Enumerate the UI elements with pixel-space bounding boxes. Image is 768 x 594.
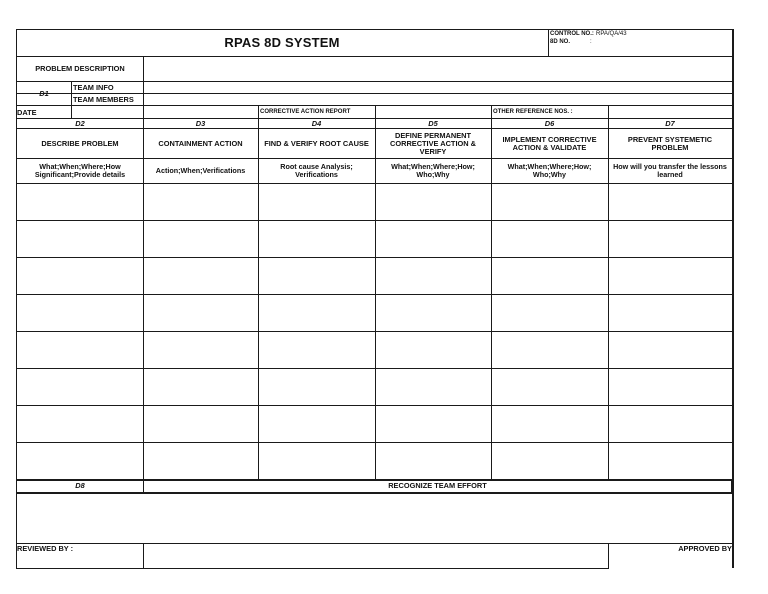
corrective-action-report-field[interactable] [375,107,491,118]
entry-cell[interactable] [608,294,732,331]
entry-cell[interactable] [143,294,258,331]
team-info-field[interactable] [143,82,732,93]
entry-cell[interactable] [608,183,732,220]
entry-cell[interactable] [375,294,491,331]
entry-cell[interactable] [258,405,375,442]
entry-cell[interactable] [143,442,258,479]
entry-cell[interactable] [17,220,143,257]
d1-label: D1 [39,88,49,98]
discipline-title-d2: DESCRIBE PROBLEM [41,138,119,148]
entry-cell[interactable] [143,368,258,405]
entry-cell[interactable] [375,331,491,368]
entry-cell[interactable] [608,405,732,442]
discipline-title-d7: PREVENT SYSTEMETIC PROBLEM [627,134,713,152]
discipline-code-d6: D6 [544,118,555,128]
form-title: RPAS 8D SYSTEM [224,35,340,50]
entry-cell[interactable] [491,294,608,331]
entry-cell[interactable] [143,331,258,368]
discipline-guide-d2: What;When;Where;How Significant;Provide details [34,161,126,179]
grid-line [491,105,492,118]
entry-cell[interactable] [375,368,491,405]
team-effort-field[interactable] [17,493,732,543]
entry-cell[interactable] [143,257,258,294]
8d-no-separator: : [590,38,592,45]
discipline-title-d3: CONTAINMENT ACTION [158,138,243,148]
entry-cell[interactable] [608,368,732,405]
discipline-guide-d4: Root cause Analysis; Verifications [280,161,353,179]
entry-cell[interactable] [143,220,258,257]
entry-cell[interactable] [258,331,375,368]
discipline-guide-d6: What;When;Where;How; Who;Why [507,161,592,179]
entry-cell[interactable] [258,257,375,294]
team-info-label: TEAM INFO [73,82,114,92]
entry-cell[interactable] [143,405,258,442]
entry-cell[interactable] [258,183,375,220]
entry-cell[interactable] [608,220,732,257]
entry-cell[interactable] [375,257,491,294]
d8-label: D8 [75,481,85,490]
8d-no-label: 8D NO. [550,38,571,45]
date-label: DATE [17,107,37,117]
discipline-title-d5: DEFINE PERMANENT CORRECTIVE ACTION & VERIFY [390,130,476,156]
entry-cell[interactable] [17,183,143,220]
reviewed-by-label: REVIEWED BY : [17,544,74,553]
problem-description-label: PROBLEM DESCRIPTION [35,64,125,73]
discipline-code-d4: D4 [311,118,322,128]
entry-cell[interactable] [375,405,491,442]
discipline-guide-d3: Action;When;Verifications [155,165,246,175]
reviewed-by-field[interactable] [143,543,607,567]
discipline-code-d2: D2 [75,118,85,128]
discipline-title-d4: FIND & VERIFY ROOT CAUSE [264,138,369,148]
entry-cell[interactable] [608,257,732,294]
entry-cell[interactable] [258,442,375,479]
other-reference-label: OTHER REFERENCE NOS. : [493,109,573,115]
discipline-code-d7: D7 [665,118,675,128]
control-no-label: CONTROL NO.: [550,30,594,37]
entry-cell[interactable] [375,220,491,257]
entry-cell[interactable] [143,183,258,220]
team-members-field[interactable] [143,94,732,105]
entry-cell[interactable] [491,442,608,479]
entry-cell[interactable] [17,294,143,331]
entry-cell[interactable] [491,183,608,220]
discipline-code-d3: D3 [195,118,206,128]
team-members-label: TEAM MEMBERS [73,94,134,104]
entry-cell[interactable] [375,442,491,479]
other-reference-field[interactable] [608,107,732,118]
entry-cell[interactable] [608,442,732,479]
discipline-title-d6: IMPLEMENT CORRECTIVE ACTION & VALIDATE [502,134,597,152]
entry-cell[interactable] [258,368,375,405]
entry-cell[interactable] [491,405,608,442]
entry-cell[interactable] [491,368,608,405]
entry-cell[interactable] [17,331,143,368]
grid-line [16,568,608,569]
entry-cell[interactable] [375,183,491,220]
entry-cell[interactable] [17,442,143,479]
grid-line [548,29,549,56]
problem-description-field[interactable] [143,57,732,81]
control-no-value: RPA/QA/43 [596,30,627,37]
approved-by-label: APPROVED BY [678,544,732,553]
date-field[interactable] [71,107,258,118]
corrective-action-report-label: CORRECTIVE ACTION REPORT [260,109,351,115]
entry-cell[interactable] [491,331,608,368]
d8-title: RECOGNIZE TEAM EFFORT [388,481,487,490]
entry-cell[interactable] [17,257,143,294]
entry-cell[interactable] [258,294,375,331]
entry-cell[interactable] [258,220,375,257]
grid-line [258,105,259,118]
discipline-guide-d5: What;When;Where;How; Who;Why [391,161,475,179]
discipline-guide-d7: How will you transfer the lessons learned [613,161,727,179]
entry-cell[interactable] [608,331,732,368]
entry-cell[interactable] [17,405,143,442]
entry-cell[interactable] [17,368,143,405]
discipline-code-d5: D5 [428,118,438,128]
entry-cell[interactable] [491,257,608,294]
entry-cell[interactable] [491,220,608,257]
